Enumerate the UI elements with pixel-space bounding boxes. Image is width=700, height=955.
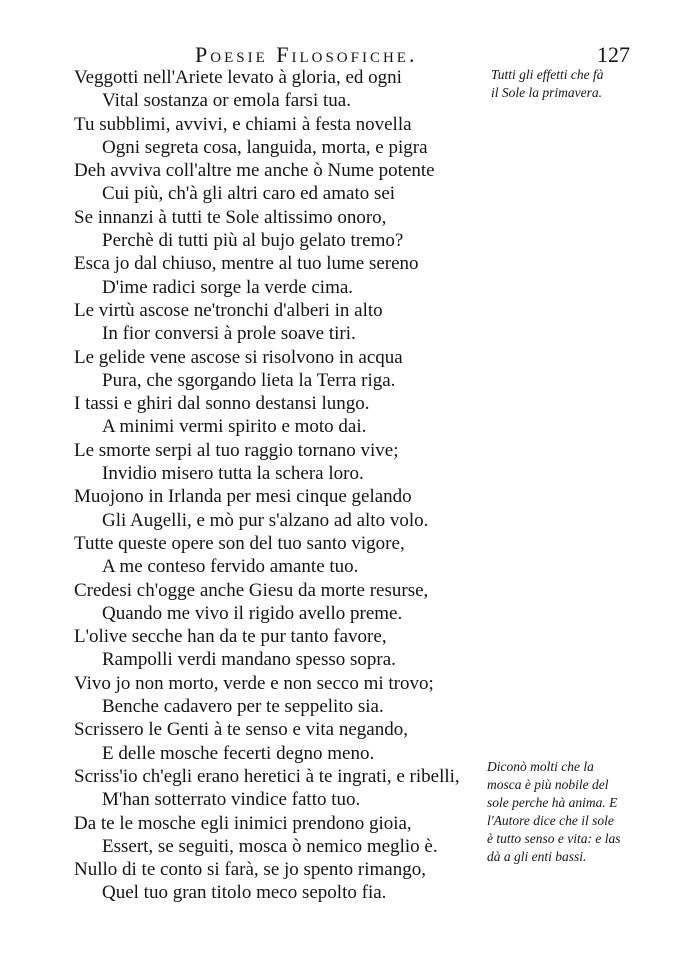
- verse-line: Le smorte serpi al tuo raggio tornano vive;: [74, 439, 399, 461]
- verse-line: Deh avviva coll'altre me anche ò Nume potente: [74, 160, 435, 182]
- margin-note-spring: [491, 66, 604, 102]
- margin-note-line: Tutti gli effetti che fà: [491, 67, 604, 82]
- verse-line: Scriss'io ch'egli erano heretici à te ingrati, e ribelli,: [74, 765, 460, 787]
- verse-line: Perchè di tutti più al bujo gelato tremo?: [102, 230, 404, 252]
- verse-line: I tassi e ghiri dal sonno destansi lungo.: [74, 393, 370, 415]
- verse-line: Cui più, ch'à gli altri caro ed amato sei: [102, 183, 396, 205]
- verse-line: Quel tuo gran titolo meco sepolto fia.: [102, 882, 387, 904]
- verse-line: Muojono in Irlanda per mesi cinque gelando: [74, 486, 412, 508]
- verse-line: Quando me vivo il rigido avello preme.: [102, 602, 403, 624]
- verse-line: Credesi ch'ogge anche Giesu da morte resurse,: [74, 579, 429, 601]
- verse-line: Tutte queste opere son del tuo santo vigore,: [74, 532, 405, 554]
- margin-note-line: l'Autore dice che il sole: [487, 813, 614, 828]
- margin-note-line: dà a gli enti bassi.: [487, 849, 587, 864]
- poem-body: [0, 66, 500, 905]
- verse-line: Tu subblimi, avvivi, e chiami à festa novella: [74, 113, 412, 135]
- verse-line: D'ime radici sorge la verde cima.: [102, 276, 354, 298]
- margin-note-line: il Sole la primavera.: [491, 85, 602, 100]
- verse-line: A me conteso fervido amante tuo.: [102, 556, 359, 578]
- margin-note-fly: [487, 758, 620, 866]
- running-head: Poesie Filosofiche.: [195, 42, 418, 67]
- verse-line: Ogni segreta cosa, languida, morta, e pigra: [102, 136, 428, 158]
- verse-line: L'olive secche han da te pur tanto favore,: [74, 626, 387, 648]
- verse-line: Gli Augelli, e mò pur s'alzano ad alto volo.: [102, 509, 429, 531]
- verse-line: Veggotti nell'Ariete levato à gloria, ed ogni: [74, 67, 402, 88]
- verse-line: Da te le mosche egli inimici prendono gioia,: [74, 812, 412, 834]
- verse-line: Nullo di te conto si farà, se jo spento rimango,: [74, 859, 426, 881]
- verse-line: Pura, che sgorgando lieta la Terra riga.: [102, 369, 396, 391]
- verse-line: Le virtù ascose ne'tronchi d'alberi in alto: [74, 299, 383, 321]
- margin-note-line: è tutto senso e vita: e las: [487, 831, 621, 846]
- verse-line: Invidio misero tutta la schera loro.: [102, 463, 364, 485]
- verse-line: A minimi vermi spirito e moto dai.: [102, 416, 367, 438]
- verse-line: Le gelide vene ascose si risolvono in acqua: [74, 346, 403, 368]
- margin-note-line: mosca è più nobile del: [487, 777, 609, 792]
- verse-line: Vital sostanza or emola farsi tua.: [102, 90, 351, 112]
- verse-line: Se innanzi à tutti te Sole altissimo onoro,: [74, 206, 387, 228]
- margin-note-line: sole perche hà anima. E: [487, 795, 618, 810]
- verse-line: In fior conversi à prole soave tiri.: [102, 323, 356, 345]
- verse-line: E delle mosche fecerti degno meno.: [102, 742, 375, 764]
- verse-line: M'han sotterrato vindice fatto tuo.: [102, 789, 361, 811]
- verse-line: Vivo jo non morto, verde e non secco mi trovo;: [74, 672, 434, 694]
- verse-line: Essert, se seguiti, mosca ò nemico meglio è.: [102, 835, 438, 857]
- page-number: 127: [597, 42, 630, 67]
- verse-line: Rampolli verdi mandano spesso sopra.: [102, 649, 396, 671]
- verse-line: Scrissero le Genti à te senso e vita negando,: [74, 719, 408, 741]
- verse-line: Esca jo dal chiuso, mentre al tuo lume sereno: [74, 253, 419, 275]
- verse-line: Benche cadavero per te seppelito sia.: [102, 696, 384, 718]
- margin-note-line: Diconò molti che la: [487, 759, 594, 774]
